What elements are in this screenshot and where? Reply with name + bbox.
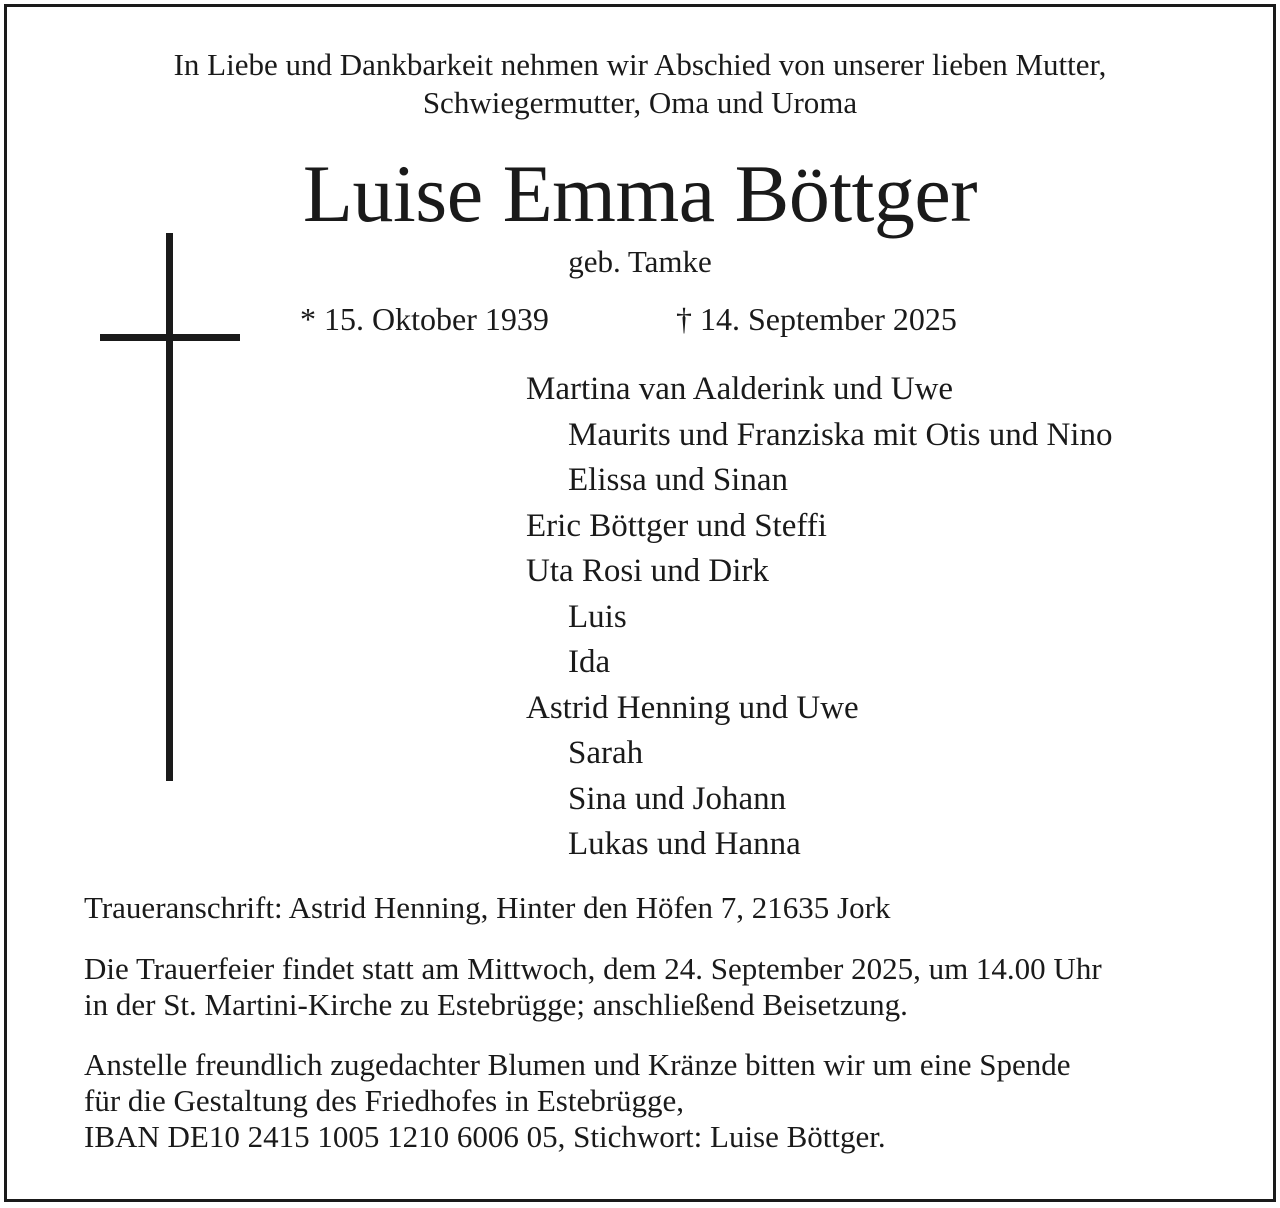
mourner-line: Luis bbox=[568, 598, 627, 635]
mourner-line: Uta Rosi und Dirk bbox=[526, 553, 769, 589]
cross-horizontal-bar bbox=[100, 334, 240, 341]
intro-line-2: Schwiegermutter, Oma und Uroma bbox=[422, 85, 858, 120]
death-date: † 14. September 2025 bbox=[676, 301, 957, 337]
mourner-line: Martina van Aalderink und Uwe bbox=[526, 371, 954, 407]
mourning-address: Traueranschrift: Astrid Henning, Hinter den Höfen 7, 21635 Jork bbox=[84, 890, 891, 925]
mourner-line: Lukas und Hanna bbox=[568, 826, 801, 862]
mourner-line: Sina und Johann bbox=[568, 780, 787, 817]
intro-line-1: In Liebe und Dankbarkeit nehmen wir Abschied von unserer lieben Mutter, bbox=[173, 47, 1107, 82]
mourner-line: Astrid Henning und Uwe bbox=[526, 689, 859, 726]
intro-text bbox=[0, 46, 1280, 122]
mourner-line: Maurits und Franziska mit Otis und Nino bbox=[568, 416, 1113, 453]
ceremony-line-1: Die Trauerfeier findet statt am Mittwoch, dem 24. September 2025, um 14.00 Uhr bbox=[84, 951, 1102, 986]
donation-line-1: Anstelle freundlich zugedachter Blumen und Kränze bitten wir um eine Spende bbox=[84, 1047, 1071, 1082]
maiden-name: geb. Tamke bbox=[568, 244, 712, 279]
ceremony-info bbox=[84, 951, 1102, 1023]
donation-line-2: für die Gestaltung des Friedhofes in Estebrügge, bbox=[84, 1083, 685, 1118]
mourners-list bbox=[526, 367, 1112, 868]
mourner-line: Ida bbox=[568, 644, 611, 680]
cross-vertical-bar bbox=[166, 233, 173, 781]
donation-line-3: IBAN DE10 2415 1005 1210 6006 05, Stichwort: Luise Böttger. bbox=[84, 1119, 886, 1154]
ceremony-line-2: in der St. Martini-Kirche zu Estebrügge; anschließend Beisetzung. bbox=[84, 987, 908, 1022]
mourner-line: Sarah bbox=[568, 735, 644, 771]
birth-date: * 15. Oktober 1939 bbox=[300, 301, 549, 337]
deceased-name: Luise Emma Böttger bbox=[302, 148, 978, 239]
donation-info bbox=[84, 1047, 1071, 1155]
mourner-line: Eric Böttger und Steffi bbox=[526, 507, 827, 544]
mourner-line: Elissa und Sinan bbox=[568, 462, 788, 498]
